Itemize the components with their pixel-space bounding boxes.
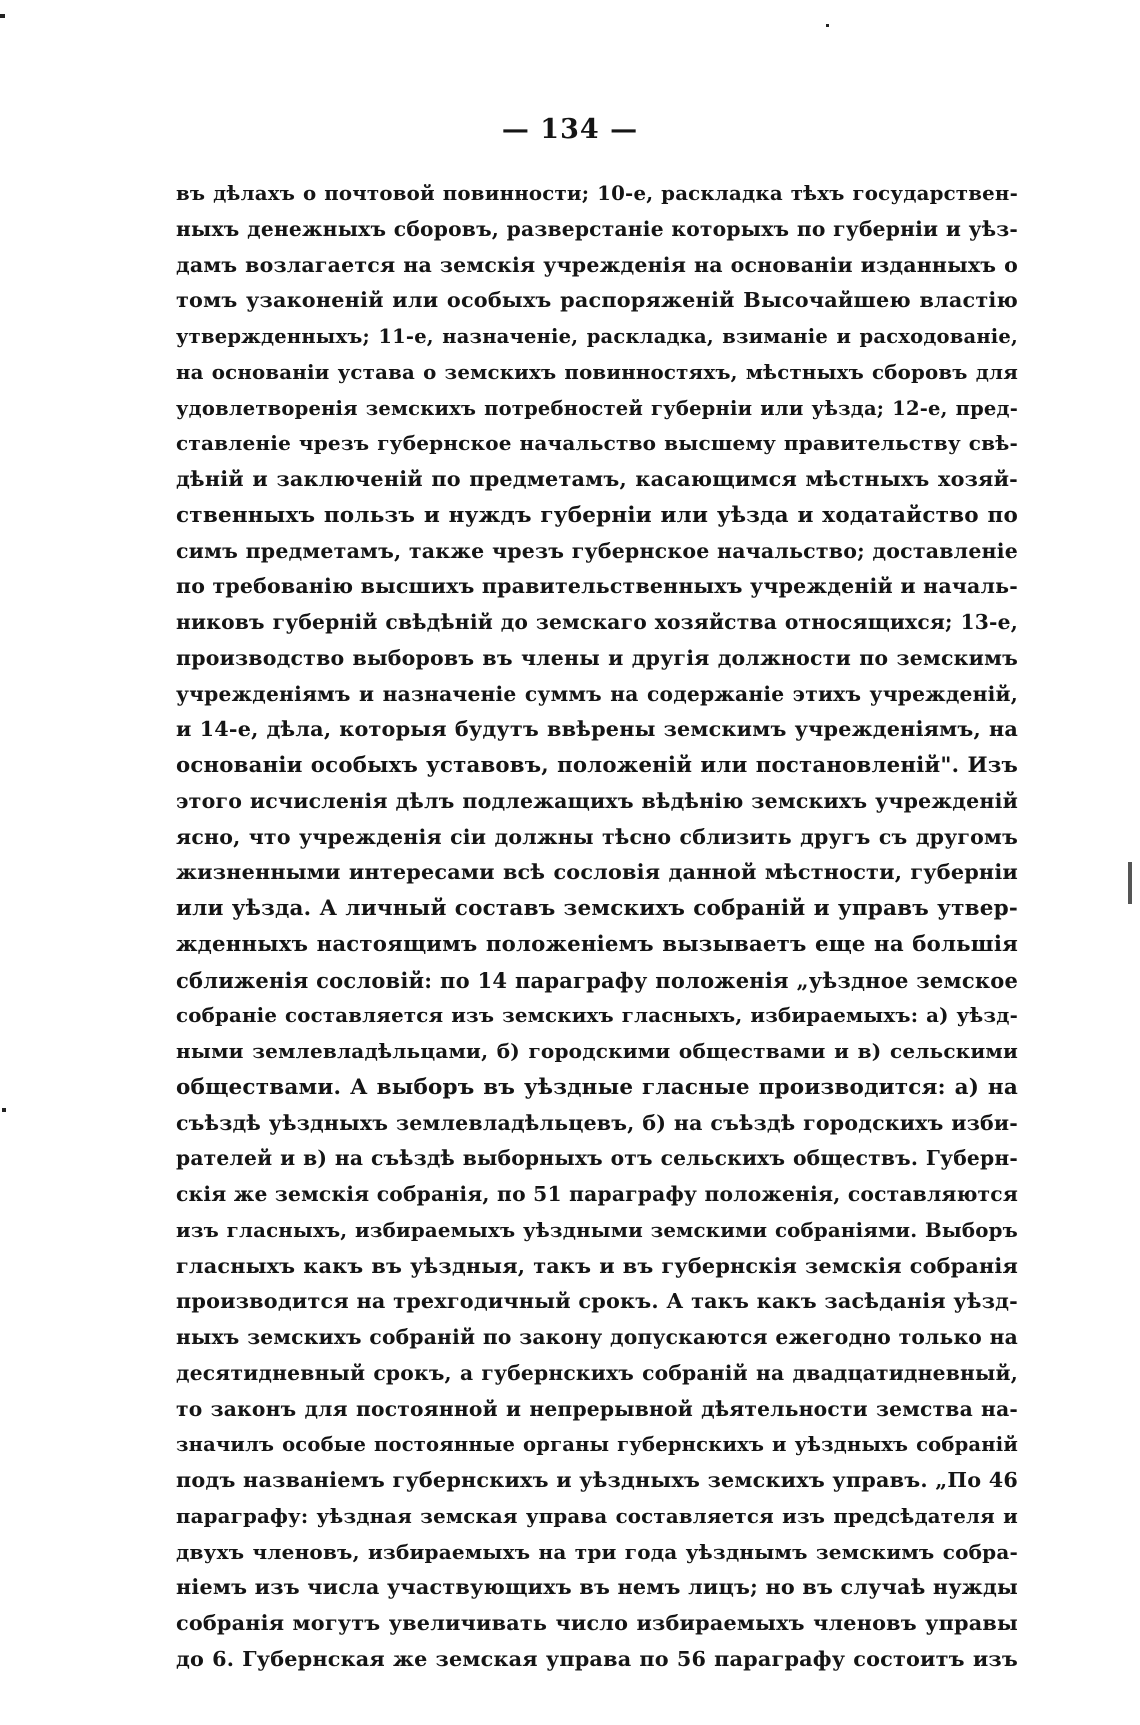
text-line: жденныхъ настоящимъ положеніемъ вызываетъ еще на большія: [176, 931, 1018, 957]
text-line: ніемъ изъ числа участвующихъ въ немъ лицъ; но въ случаѣ нужды: [176, 1575, 1018, 1600]
text-line: основаніи особыхъ уставовъ, положеній или постановленій". Изъ: [176, 753, 1018, 778]
text-line: ными землевладѣльцами, б) городскими обществами и в) сельскими: [176, 1039, 1018, 1063]
text-line: подъ названіемъ губернскихъ и уѣздныхъ земскихъ управъ. „По 46: [176, 1468, 1018, 1492]
text-line: производится на трехгодичный срокъ. А такъ какъ засѣданія уѣзд-: [176, 1289, 1018, 1314]
text-line: до 6. Губернская же земская управа по 56 параграфу состоитъ изъ: [176, 1646, 1018, 1671]
text-line: никовъ губерній свѣдѣній до земскаго хозяйства относящихся; 13-е,: [176, 610, 1018, 634]
text-line: томъ узаконеній или особыхъ распоряженій Высочайшею властію: [176, 288, 1018, 313]
scan-speck: [0, 14, 5, 18]
text-line: на основаніи устава о земскихъ повинностяхъ, мѣстныхъ сборовъ для: [176, 359, 1018, 384]
text-line: этого исчисленія дѣлъ подлежащихъ вѣдѣнію земскихъ учрежденій: [176, 788, 1018, 813]
text-line: дѣній и заключеній по предметамъ, касающимся мѣстныхъ хозяй-: [176, 467, 1018, 491]
text-line: собранія могутъ увеличивать число избираемыхъ членовъ управы: [176, 1611, 1018, 1635]
text-line: утвержденныхъ; 11-е, назначеніе, раскладка, взиманіе и расходованіе,: [176, 325, 1018, 348]
text-line: обществами. А выборъ въ уѣздные гласные производится: а) на: [176, 1074, 1018, 1100]
text-line: учрежденіямъ и назначеніе суммъ на содержаніе этихъ учрежденій,: [176, 681, 1018, 706]
text-line: сближенія сословій: по 14 параграфу положенія „уѣздное земское: [176, 967, 1018, 993]
scan-margin-mark: [1128, 862, 1132, 904]
text-line: жизненными интересами всѣ сословія данной мѣстности, губерніи: [176, 860, 1018, 885]
text-line: симъ предметамъ, также чрезъ губернское начальство; доставленіе: [176, 538, 1018, 563]
text-line: параграфу: уѣздная земская управа составляется изъ предсѣдателя и: [176, 1503, 1018, 1528]
text-line: въ дѣлахъ о почтовой повинности; 10-е, раскладка тѣхъ государствен-: [176, 181, 1018, 205]
text-line: изъ гласныхъ, избираемыхъ уѣздными земскими собраніями. Выборъ: [176, 1217, 1018, 1242]
text-line: по требованію высшихъ правительственныхъ учрежденій и началь-: [176, 574, 1018, 599]
text-line: скія же земскія собранія, по 51 параграфу положенія, составляются: [176, 1182, 1018, 1206]
text-line: ныхъ денежныхъ сборовъ, разверстаніе которыхъ по губерніи и уѣз-: [176, 216, 1018, 241]
text-line: ныхъ земскихъ собраній по закону допускаются ежегодно только на: [176, 1325, 1018, 1349]
text-line: гласныхъ какъ въ уѣздныя, такъ и въ губернскія земскія собранія: [176, 1253, 1018, 1278]
text-line: ставленіе чрезъ губернское начальство высшему правительству свѣ-: [176, 431, 1018, 456]
scan-speck: [826, 24, 829, 27]
text-line: собраніе составляется изъ земскихъ гласныхъ, избираемыхъ: а) уѣзд-: [176, 1003, 1018, 1028]
text-line: десятидневный срокъ, а губернскихъ собраній на двадцатидневный,: [176, 1360, 1018, 1385]
scan-speck: [2, 1108, 6, 1112]
text-line: или уѣзда. А личный составъ земскихъ собраній и управъ утвер-: [176, 896, 1018, 921]
text-line: двухъ членовъ, избираемыхъ на три года уѣзднымъ земскимъ собра-: [176, 1539, 1018, 1564]
text-line: то законъ для постоянной и непрерывной дѣятельности земства на-: [176, 1396, 1018, 1421]
text-line: и 14-е, дѣла, которыя будутъ ввѣрены земскимъ учрежденіямъ, на: [176, 717, 1018, 742]
page-number: — 134 —: [501, 114, 639, 145]
body-text: [176, 176, 1018, 1678]
text-line: съѣздѣ уѣздныхъ землевладѣльцевъ, б) на съѣздѣ городскихъ изби-: [176, 1110, 1018, 1135]
text-line: ственныхъ пользъ и нуждъ губерніи или уѣзда и ходатайство по: [176, 502, 1018, 528]
text-line: удовлетворенія земскихъ потребностей губерніи или уѣзда; 12-е, пред-: [176, 396, 1018, 420]
text-line: ясно, что учрежденія сіи должны тѣсно сблизить другъ съ другомъ: [176, 824, 1018, 849]
text-line: рателей и в) на съѣздѣ выборныхъ отъ сельскихъ обществъ. Губерн-: [176, 1146, 1018, 1171]
text-line: дамъ возлагается на земскія учрежденія на основаніи изданныхъ о: [176, 252, 1018, 277]
text-line: производство выборовъ въ члены и другія должности по земскимъ: [176, 645, 1018, 670]
text-line: значилъ особые постоянные органы губернскихъ и уѣздныхъ собраній: [176, 1433, 1018, 1457]
